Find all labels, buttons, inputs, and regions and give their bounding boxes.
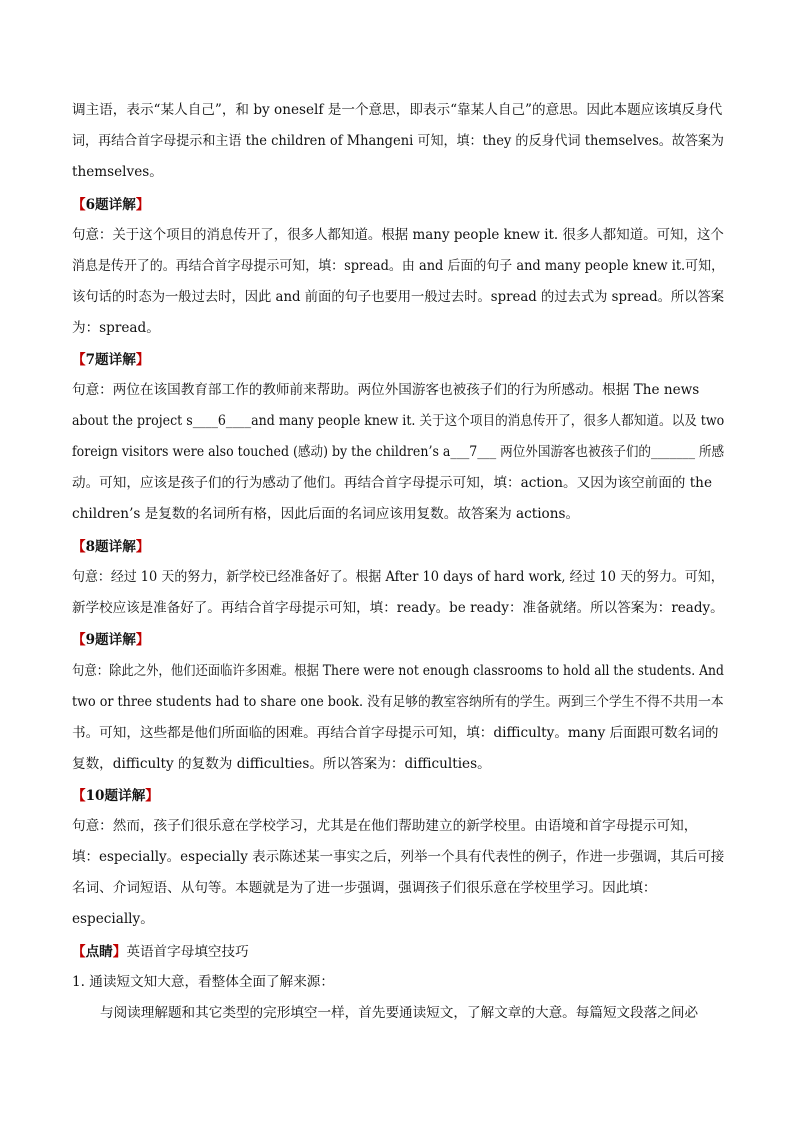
bracket-close: 】	[112, 944, 127, 960]
bracket-open: 【	[72, 944, 86, 960]
heading-q6-label: 6题详解	[85, 197, 136, 213]
tip-point-1-body: 与阅读理解题和其它类型的完形填空一样，首先要通读短文，了解文章的大意。每篇短文段落之间必	[100, 1005, 699, 1021]
text-line: 调主语，表示“某人自己”，和 by oneself 是一个意思，即表示“靠某人自己”的意思。因此本题应该填反身代	[72, 102, 723, 118]
heading-q7-label: 7题详解	[85, 352, 136, 368]
heading-q8	[72, 537, 149, 557]
bracket-open: 【	[72, 788, 86, 804]
heading-q10	[72, 786, 159, 806]
text-line: 该句话的时态为一般过去时，因此 and 前面的句子也要用一般过去时。spread 的过去式为 spread。所以答案	[72, 289, 725, 305]
bracket-open: 【	[72, 352, 86, 368]
paragraph-tip	[72, 967, 724, 1029]
paragraph-q9	[72, 656, 724, 780]
heading-q7	[72, 350, 149, 370]
text-line: 消息是传开了的。再结合首字母提示可知，填：spread。由 and 后面的句子 and many people knew it.可知，	[72, 258, 725, 274]
text-line: themselves。	[72, 164, 163, 180]
paragraph-q10	[72, 811, 724, 935]
text-line: 为：spread。	[72, 320, 160, 336]
heading-tip-text: 英语首字母填空技巧	[126, 944, 249, 960]
paragraph-5-continued	[72, 95, 724, 188]
text-line: 填：especially。especially 表示陈述某一事实之后，列举一个具有代表性的例子，作进一步强调，其后可接	[72, 849, 725, 865]
paragraph-q7	[72, 375, 724, 530]
heading-tip-label: 点睛	[85, 944, 113, 960]
bracket-close: 】	[135, 197, 150, 213]
text-line: two or three students had to share one book. 没有足够的教室容纳所有的学生。两到三个学生不得不共用一本	[72, 694, 724, 710]
text-line: 句意：关于这个项目的消息传开了，很多人都知道。根据 many people knew it. 很多人都知道。可知，这个	[72, 227, 724, 243]
bracket-open: 【	[72, 632, 86, 648]
bracket-open: 【	[72, 539, 86, 555]
text-line: 句意：然而，孩子们很乐意在学校学习，尤其是在他们帮助建立的新学校里。由语境和首字母提示可知，	[72, 818, 698, 834]
text-line: 词，再结合首字母提示和主语 the children of Mhangeni 可知，填：they 的反身代词 themselves。故答案为	[72, 133, 724, 149]
bracket-close: 】	[145, 788, 159, 804]
text-line: 新学校应该是准备好了。再结合首字母提示可知，填：ready。be ready：准备就绪。所以答案为：ready。	[72, 600, 724, 616]
heading-q6	[72, 195, 149, 215]
text-line: 书。可知，这些都是他们所面临的困难。再结合首字母提示可知，填：difficulty。many 后面跟可数名词的	[72, 725, 719, 741]
text-line: 复数，difficulty 的复数为 difficulties。所以答案为：difficulties。	[72, 756, 491, 772]
text-line: especially。	[72, 911, 154, 927]
bracket-close: 】	[135, 539, 150, 555]
text-line: foreign visitors were also touched (感动) by the children’s a___7___ 两位外国游客也被孩子们的_______ 所感	[72, 444, 725, 460]
text-line: 动。可知，应该是孩子们的行为感动了他们。再结合首字母提示可知，填：action。又因为该空前面的 the	[72, 475, 712, 491]
heading-q8-label: 8题详解	[85, 539, 136, 555]
text-line: 句意：除此之外，他们还面临许多困难。根据 There were not enough classrooms to hold all the students. And	[72, 663, 724, 679]
text-line: children’s 是复数的名词所有格，因此后面的名词应该用复数。故答案为 actions。	[72, 506, 580, 522]
heading-q9-label: 9题详解	[85, 632, 136, 648]
heading-q9	[72, 630, 149, 650]
tip-point-1: 1. 通读短文知大意，看整体全面了解来源：	[72, 974, 334, 990]
paragraph-q6	[72, 220, 724, 344]
text-line: 句意：两位在该国教育部工作的教师前来帮助。两位外国游客也被孩子们的行为所感动。根据 The news	[72, 382, 700, 398]
heading-tip	[72, 942, 249, 962]
text-line: about the project s____6____and many people knew it. 关于这个项目的消息传开了，很多人都知道。以及 two	[72, 413, 725, 429]
bracket-close: 】	[135, 632, 150, 648]
bracket-close: 】	[135, 352, 150, 368]
text-line: 句意：经过 10 天的努力，新学校已经准备好了。根据 After 10 days of hard work, 经过 10 天的努力。可知，	[72, 569, 724, 585]
text-line: 名词、介词短语、从句等。本题就是为了进一步强调，强调孩子们很乐意在学校里学习。因此填：	[72, 880, 657, 896]
paragraph-q8	[72, 562, 724, 624]
heading-q10-label: 10题详解	[85, 788, 146, 804]
bracket-open: 【	[72, 197, 86, 213]
